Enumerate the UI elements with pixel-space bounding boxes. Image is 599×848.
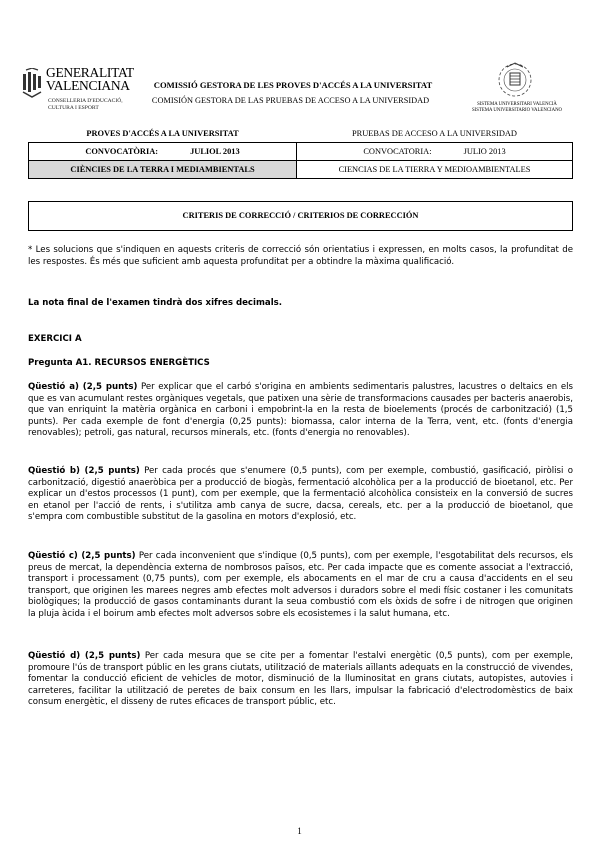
question-b xyxy=(28,466,573,524)
question-b-label: Qüestió b) (2,5 punts) xyxy=(28,466,140,476)
question-d xyxy=(28,651,573,709)
page-number: 1 xyxy=(297,826,302,836)
university-seal-icon xyxy=(495,62,535,100)
session-value-es: JULIO 2013 xyxy=(463,147,506,156)
access-tests-es: PRUEBAS DE ACCESO A LA UNIVERSIDAD xyxy=(352,129,517,138)
logo-sub-line-1: CONSELLERIA D'EDUCACIÓ, xyxy=(48,98,123,104)
exercise-heading: EXERCICI A xyxy=(28,334,82,344)
session-es xyxy=(297,143,573,161)
university-system-names xyxy=(462,102,572,114)
question-c-text: Per cada inconvenient que s'indique (0,5 punts), com per exemple, l'esgotabilitat dels recursos, els preus de mercat, la dependència externa de nombrosos països, etc. Per cada impacte que es comente associat a l'extracció, transport i processament (0,75 punts), com per exemple, els abocaments en el mar de cru a causa d'accidents en el seu transport, que originen les marees negres amb efectes molt adversos i duradors sobre el medi físic costaner i les comunitats biològiques; la producció de gasos contaminants durant la seua combustió com els òxids de sofre i de nitrogen que originen la pluja àcida i el boirum amb efectes molt adversos sobre els ecosistemes i la salut humana, etc. xyxy=(28,551,573,619)
session-label-es: CONVOCATORIA: xyxy=(363,147,432,156)
question-a-text: Per explicar que el carbó s'origina en ambients sedimentaris palustres, lacustres o deltaics en els que es van acumulant restes orgàniques vegetals, que patixen una sèrie de transformacions causades per bacteris anaerobis, que van enriquint la matèria orgànica en carboni i empobrint-la en la resta de bioelements (procés de carbonització) (1,5 punts). Per cada exemple de font d'energia (0,25 punts): biomassa, calor interna de la Terra, vent, etc. (fonts d'energia renovables); petroli, gas natural, recursos minerals, etc. (fonts d'energia no renovables). xyxy=(28,382,574,438)
table-row-session xyxy=(29,143,573,161)
exam-info-table xyxy=(28,125,573,179)
grading-note: La nota final de l'examen tindrà dos xifres decimals. xyxy=(28,298,283,308)
session-value-ca: JULIOL 2013 xyxy=(190,147,240,156)
question-c-label: Qüestió c) (2,5 punts) xyxy=(28,551,136,561)
table-row-access-tests xyxy=(29,125,573,143)
generalitat-logo xyxy=(22,66,132,120)
criteria-title: CRITERIS DE CORRECCIÓ / CRITERIOS DE CORRECCIÓN xyxy=(28,201,573,231)
intro-paragraph: * Les solucions que s'indiquen en aquests criteris de correcció són orientatius i expressen, en molts casos, la profunditat de les respostes. És més que suficient amb aquesta profunditat per a obtindre la màxima qualificació. xyxy=(28,245,573,267)
question-a-label: Qüestió a) (2,5 punts) xyxy=(28,382,138,392)
generalitat-emblem-icon xyxy=(22,68,44,98)
question-heading: Pregunta A1. RECURSOS ENERGÈTICS xyxy=(28,358,210,368)
logo-sub-line-2: CULTURA I ESPORT xyxy=(48,104,99,111)
university-system-logo xyxy=(462,62,572,120)
question-d-label: Qüestió d) (2,5 punts) xyxy=(28,651,141,661)
session-label-ca: CONVOCATÒRIA: xyxy=(85,147,159,156)
question-d-text: Per cada mesura que se cite per a fomentar l'estalvi energètic (0,5 punts), com per exemple, promoure l'ús de transport públic en les grans ciutats, utilització de materials aïllants adequats en la construcció de vivendes, fomentar la conducció eficient de vehicles de motor, disminució de la lluminositat en grans ciutats, autopistes, autovies i carreteres, facilitar la utilització de peretes de baix consum en les llars, impulsar la fabricació d'electrodomèstics de baix consum energètic, el disseny de rutes eficaces de transport públic, etc. xyxy=(28,651,573,707)
session-ca xyxy=(29,143,297,161)
commission-title-ca: COMISSIÓ GESTORA DE LES PROVES D'ACCÉS A LA UNIVERSITAT xyxy=(153,80,433,90)
logo-line-2: VALENCIANA xyxy=(46,78,130,93)
question-c xyxy=(28,551,573,620)
table-row-subject xyxy=(29,161,573,179)
question-a xyxy=(28,382,573,440)
logo-line-1: GENERALITAT xyxy=(46,65,134,80)
commission-title-es: COMISIÓN GESTORA DE LAS PRUEBAS DE ACCESO A LA UNIVERSIDAD xyxy=(151,96,430,105)
university-system-es: SISTEMA UNIVERSITARIO VALENCIANO xyxy=(471,108,563,113)
subject-ca: CIÈNCIES DE LA TERRA I MEDIAMBIENTALS xyxy=(29,161,297,179)
subject-es: CIENCIAS DE LA TIERRA Y MEDIOAMBIENTALES xyxy=(297,161,573,179)
question-b-text: Per cada procés que s'enumere (0,5 punts), com per exemple, combustió, gasificació, piròlisi o carbonització, digestió anaeròbica per a producció de biogàs, fermentació alcohòlica per a la producció de bioetanol, etc. Per explicar un d'estos processos (1 punt), com per exemple, que la fermentació alcohòlica consisteix en la conversió de sucres en etanol per l'acció de rents, i s'utilitza amb canya de sucre, dacsa, cereals, etc. per a la producció de bioetanol, que s'empra com combustible substitut de la gasolina en motors d'explosió, etc. xyxy=(28,466,573,522)
university-system-ca: SISTEMA UNIVERSITARI VALENCIÀ xyxy=(477,102,557,107)
access-tests-ca: PROVES D'ACCÉS A LA UNIVERSITAT xyxy=(86,129,239,138)
